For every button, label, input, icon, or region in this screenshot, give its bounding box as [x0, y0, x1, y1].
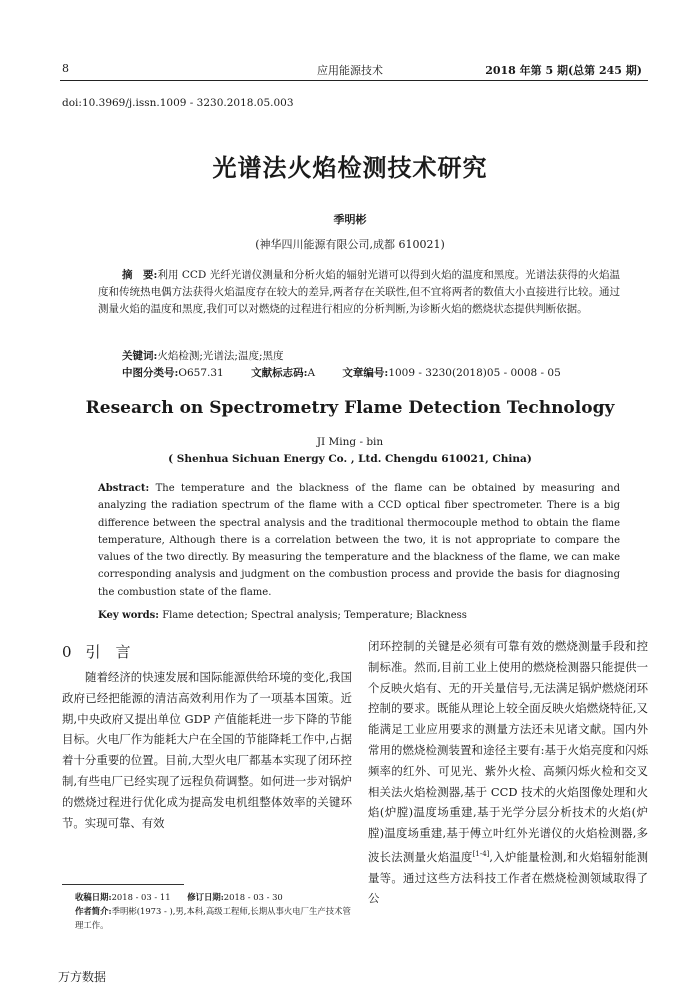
keywords-en [98, 610, 467, 621]
keywords-en-label: Key words: [98, 610, 159, 621]
abstract-en-text: The temperature and the blackness of the flame can be obtained by measuring and analyzing the radiation spectrum of the flame with a CCD optical fiber spectrometer. There is a big difference between the spectral analysis and the traditional thermocouple method to obtain the flame temperature, Although there is a correlation between the two, it is not appropriate to compare the values of the two directly. By measuring the temperature and the blackness of the flame, we can make corresponding analysis and judgment on the combustion process and provide the basis for diagnosing the combustion state of the flame. [98, 483, 621, 598]
author-en: JI Ming - bin [316, 436, 384, 448]
body-right-text-a: 闭环控制的关键是必须有可靠有效的燃烧测量手段和控制标准。然而,目前工业上使用的燃烧检测器只能提供一个反映火焰有、无的开关量信号,无法满足锅炉燃烧闭环控制的要求。既能从理论上较全面反映火焰燃烧特征,又能满足工业应用要求的测量方法还未见诸文献。国内外常用的燃烧检测装置和途径主要有:基于火焰亮度和闪烁频率的红外、可见光、紫外火检、高频闪烁火检和交叉相关法火焰检测器,基于 CCD 技术的火焰图像处理和火焰(炉膛)温度场重建,基于光学分层分析技术的火焰(炉膛)温度场重建,基于傅立叶红外光谱仪的火焰检测器,多波长法测量火焰温度 [368, 639, 648, 864]
doc-code-label: 文献标志码: [251, 367, 308, 379]
body-right-column [368, 636, 648, 909]
keywords-cn-label: 关键词: [122, 350, 158, 362]
received-label: 收稿日期: [75, 892, 112, 902]
section-number: 0 [62, 643, 72, 661]
footnote [75, 890, 355, 932]
article-number-label: 文章编号: [342, 367, 389, 379]
clc-value: O657.31 [178, 367, 224, 379]
issue-info: 2018 年第 5 期(总第 245 期) [485, 64, 642, 77]
received-date: 2018 - 03 - 11 [111, 892, 171, 902]
section-heading [62, 641, 131, 662]
doi: doi:10.3969/j.issn.1009 - 3230.2018.05.003 [62, 97, 294, 109]
body-right-text-b: ,入炉能量检测,和火焰辐射能测量等。通过这些方法科技工作者在燃烧检测领域取得了公 [368, 849, 648, 906]
section-title: 引 言 [85, 643, 131, 661]
journal-name: 应用能源技术 [317, 64, 383, 77]
revised-date: 2018 - 03 - 30 [223, 892, 283, 902]
classification-cn [122, 365, 561, 380]
header-rule [60, 80, 648, 81]
abstract-cn-label: 摘 要: [122, 269, 158, 281]
footnote-bio [75, 904, 355, 932]
footer-watermark: 万方数据 [58, 970, 107, 984]
keywords-cn [122, 348, 284, 363]
abstract-en [98, 480, 620, 601]
abstract-cn-text: 利用 CCD 光纤光谱仪测量和分析火焰的辐射光谱可以得到火焰的温度和黑度。光谱法获得的火焰温度和传统热电偶方法获得火焰温度存在较大的差异,两者存在关联性,但不宜将两者的数值大小直接进行比较。通过测量火焰的温度和黑度,我们可以对燃烧的过程进行相应的分析判断,为诊断火焰的燃烧状态提供判断依据。 [98, 269, 620, 316]
title-en: Research on Spectrometry Flame Detection Technology [85, 398, 615, 418]
doc-code-value: A [307, 367, 316, 379]
footnote-rule [62, 884, 184, 885]
affiliation-cn: (神华四川能源有限公司,成都 610021) [255, 238, 445, 251]
affiliation-en: ( Shenhua Sichuan Energy Co. , Ltd. Chengdu 610021, China) [168, 453, 532, 465]
bio-label: 作者简介: [75, 906, 112, 916]
article-number-value: 1009 - 3230(2018)05 - 0008 - 05 [388, 367, 561, 379]
title-cn: 光谱法火焰检测技术研究 [212, 153, 488, 182]
clc-label: 中图分类号: [122, 367, 179, 379]
revised-label: 修订日期: [187, 892, 224, 902]
abstract-en-label: Abstract: [98, 483, 150, 494]
keywords-cn-text: 火焰检测;光谱法;温度;黑度 [157, 350, 284, 362]
abstract-cn [98, 267, 620, 319]
body-left-column: 随着经济的快速发展和国际能源供给环境的变化,我国政府已经把能源的清洁高效利用作为了一项基本国策。近期,中央政府又提出单位 GDP 产值能耗进一步下降的节能目标。火电厂作为能耗大户在全国的节能降耗工作中,占据着十分重要的位置。目前,大型火电厂都基本实现了闭环控制,有些电厂已经实现了远程负荷调整。如何进一步对锅炉的燃烧过程进行优化成为提高发电机组整体效率的关键环节。实现可靠、有效 [62, 670, 352, 830]
bio-text: 季明彬(1973 - ),男,本科,高级工程师,长期从事火电厂生产技术管理工作。 [75, 906, 351, 930]
page-number: 8 [62, 62, 69, 75]
footnote-dates [75, 890, 355, 904]
citation-ref[interactable]: [1-4] [472, 849, 490, 858]
author-cn: 季明彬 [333, 213, 367, 226]
keywords-en-text: Flame detection; Spectral analysis; Temperature; Blackness [162, 610, 467, 621]
